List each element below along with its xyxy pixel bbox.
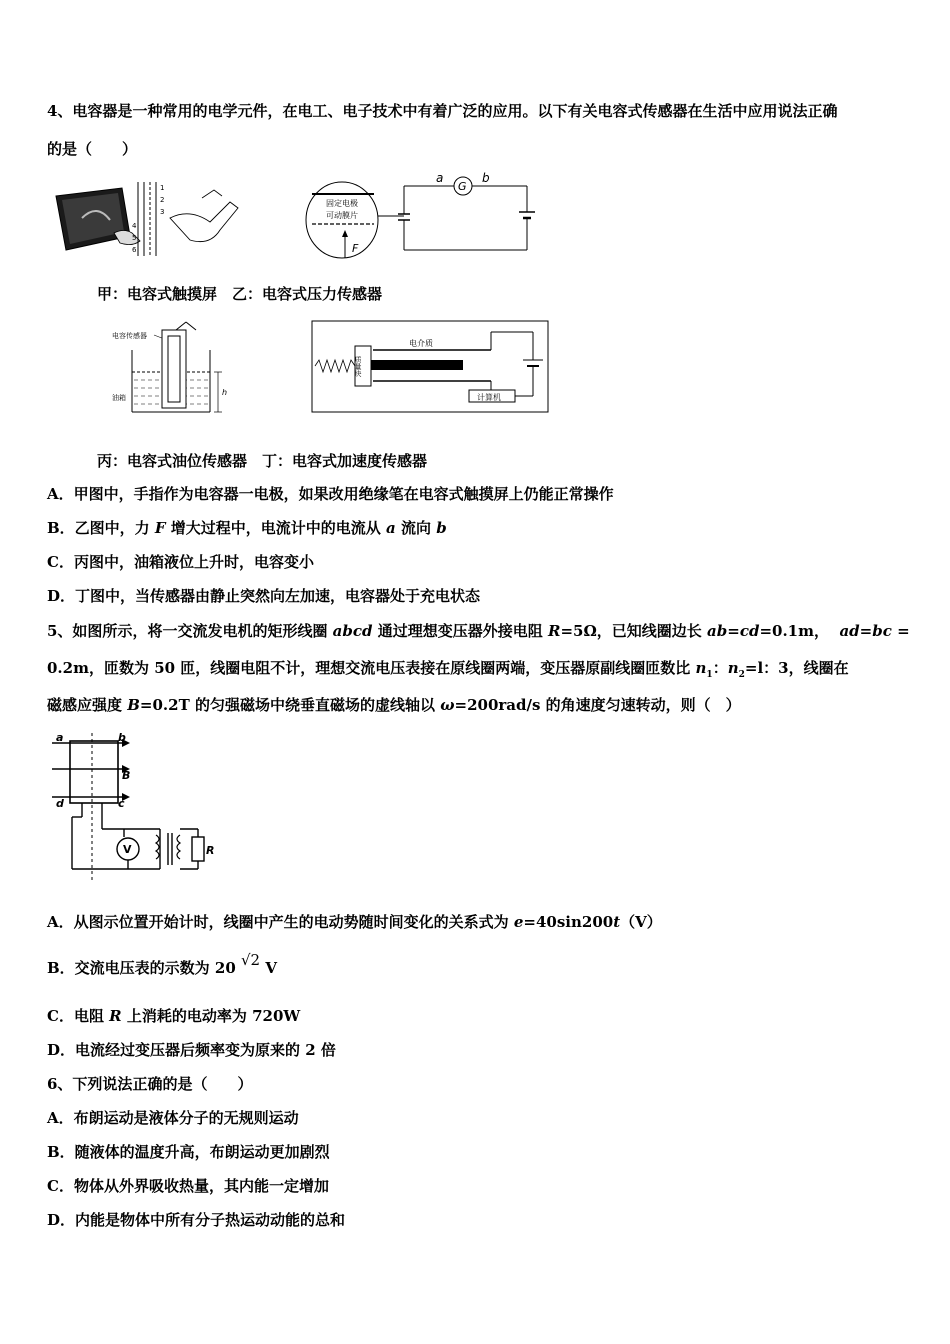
jia-label-5: 5	[132, 234, 137, 242]
jia-label-2: 2	[160, 196, 165, 204]
figure-jia-touchscreen	[52, 178, 242, 260]
q4-option-c: C．丙图中，油箱液位上升时，电容变小	[47, 553, 314, 571]
bing-oil-label: 油箱	[112, 394, 126, 402]
bing-height-label: h	[222, 388, 228, 397]
ding-mass-label: 质量块	[354, 356, 362, 377]
sqrt-two: √2	[241, 951, 261, 969]
jia-label-1: 1	[160, 184, 165, 192]
q5-stem-line2: 0.2m，匝数为 50 匝，线圈电阻不计，理想交流电压表接在原线圈两端，变压器原副线圈匝数比 $n_1$：$n_2=l$：3，线圈在	[47, 659, 849, 680]
yi-plate-fixed: 固定电极	[326, 199, 358, 208]
q5-option-d: D．电流经过变压器后频率变为原来的 2 倍	[47, 1041, 336, 1059]
q5-label-c: c	[118, 797, 125, 810]
yi-galvanometer: G	[458, 180, 467, 193]
q6-option-c: C．物体从外界吸收热量，其内能一定增加	[47, 1177, 329, 1195]
q5-option-b: B．交流电压表的示数为 20 √2 V	[47, 951, 277, 977]
yi-plate-movable: 可动膜片	[326, 211, 358, 220]
q5-voltmeter: V	[123, 843, 132, 856]
q5-label-B: B	[122, 769, 131, 782]
figure-bing-oil-sensor	[110, 320, 240, 416]
jia-label-6: 6	[132, 246, 137, 254]
q6-option-a: A．布朗运动是液体分子的无规则运动	[47, 1109, 299, 1127]
q4-option-b: B．乙图中，力 F 增大过程中，电流计中的电流从 a 流向 b	[47, 519, 447, 537]
q4-stem-line2: 的是（ ）	[47, 140, 138, 158]
q5-label-a: a	[56, 733, 64, 744]
caption-jia-yi: 甲：电容式触摸屏 乙：电容式压力传感器	[97, 285, 383, 303]
figure-ding-accelerometer	[311, 320, 551, 414]
ding-computer-label: 计算机	[477, 393, 501, 402]
figure-q5-generator	[52, 733, 222, 881]
yi-force-label: F	[352, 242, 359, 255]
bing-sensor-label: 电容传感器	[112, 332, 147, 340]
jia-label-3: 3	[160, 208, 165, 216]
q5-stem-line1: 5、如图所示，将一交流发电机的矩形线圈 abcd 通过理想变压器外接电阻 R=5Ω，已知线圈边长 ab=cd=0.1m， ad=bc =	[47, 622, 910, 640]
q6-stem: 6、下列说法正确的是（ ）	[47, 1075, 253, 1093]
q4-option-a: A．甲图中，手指作为电容器一电极，如果改用绝缘笔在电容式触摸屏上仍能正常操作	[47, 485, 614, 503]
q5-stem-line3: 磁感应强度 B=0.2T 的匀强磁场中绕垂直磁场的虚线轴以 ω=200rad/s 的角速度匀速转动，则（ ）	[47, 696, 741, 714]
q4-option-d: D．丁图中，当传感器由静止突然向左加速，电容器处于充电状态	[47, 587, 481, 605]
ding-dielectric-label: 电介质	[409, 339, 433, 348]
q6-option-d: D．内能是物体中所有分子热运动动能的总和	[47, 1211, 346, 1229]
q5-resistor-label: R	[206, 844, 215, 857]
q5-label-d: d	[56, 797, 64, 810]
yi-label-a: a	[436, 171, 444, 185]
q5-option-a: A．从图示位置开始计时，线圈中产生的电动势随时间变化的关系式为 e=40sin200t（V）	[47, 913, 662, 931]
q5-label-b: b	[118, 733, 126, 744]
figure-yi-pressure-sensor	[300, 168, 540, 263]
q5-option-c: C．电阻 R 上消耗的电动率为 720W	[47, 1007, 301, 1025]
jia-label-4: 4	[132, 222, 137, 230]
caption-bing-ding: 丙：电容式油位传感器 丁：电容式加速度传感器	[97, 452, 428, 470]
q6-option-b: B．随液体的温度升高，布朗运动更加剧烈	[47, 1143, 330, 1161]
q4-stem-line1: 4、电容器是一种常用的电学元件，在电工、电子技术中有着广泛的应用。以下有关电容式传感器在生活中应用说法正确	[47, 102, 838, 120]
yi-label-b: b	[482, 171, 490, 185]
